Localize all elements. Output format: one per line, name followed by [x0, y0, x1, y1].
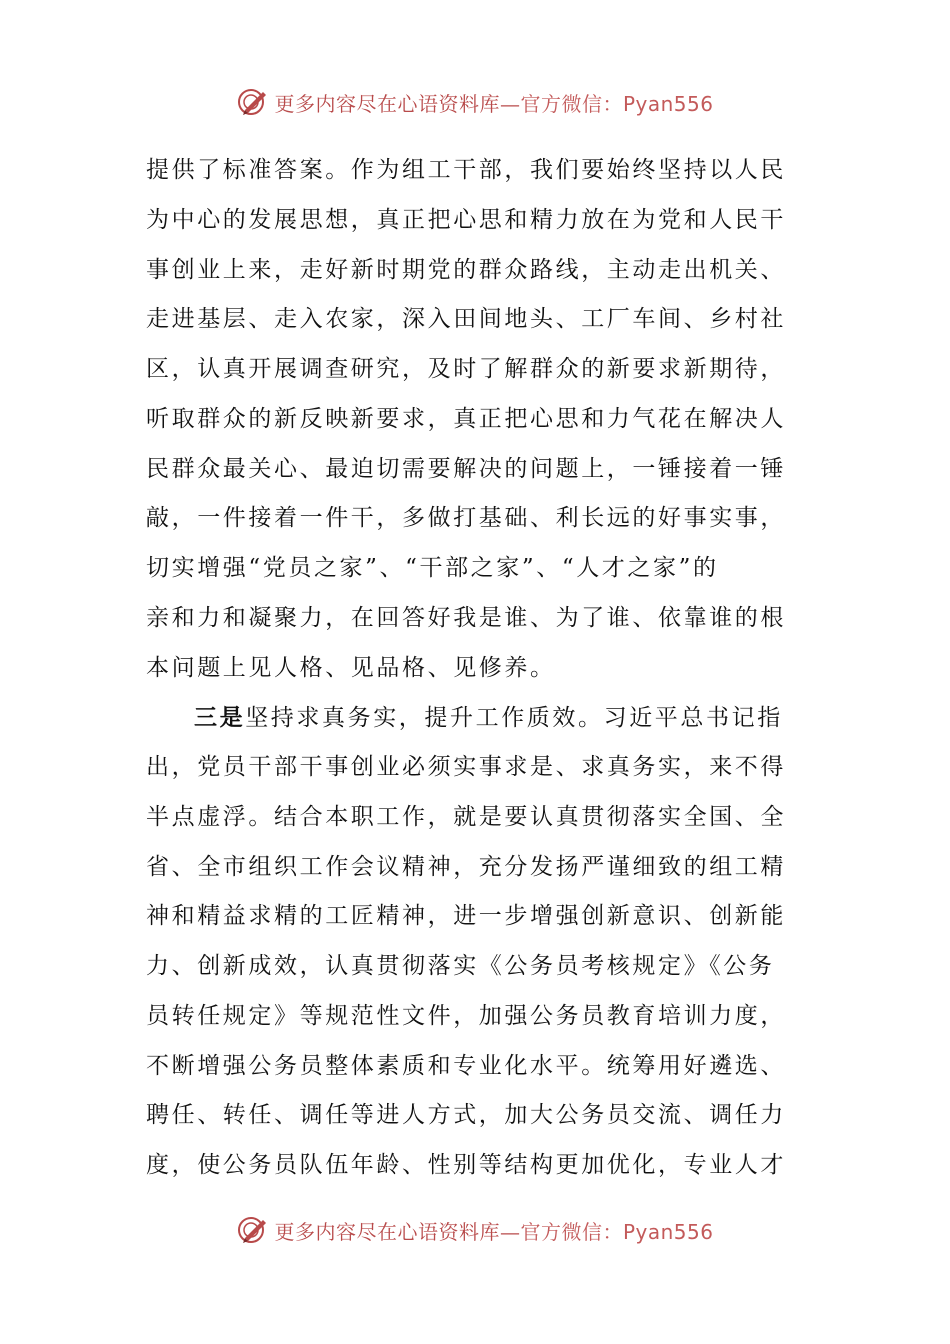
paragraph-lead: 三是 — [194, 704, 246, 732]
text-line: 为中心的发展思想，真正把心思和精力放在为党和人民干 — [146, 206, 786, 233]
text-line: 民群众最关心、最迫切需要解决的问题上，一锤接着一锤 — [146, 455, 786, 482]
paragraph-2 — [146, 693, 786, 1191]
text-line: 听取群众的新反映新要求，真正把心思和力气花在解决人 — [146, 405, 786, 432]
text-line: 省、全市组织工作会议精神，充分发扬严谨细致的组工精 — [146, 853, 786, 880]
text-line: 出，党员干部干事创业必须实事求是、求真务实，来不得 — [146, 754, 786, 780]
header-banner — [0, 82, 950, 122]
text-line: 员转任规定》等规范性文件，加强公务员教育培训力度， — [146, 1002, 786, 1029]
text-line: 神和精益求精的工匠精神，进一步增强创新意识、创新能 — [146, 903, 786, 930]
pen-logo-icon — [236, 85, 270, 119]
text-line-first — [146, 693, 786, 743]
text-line: 度，使公务员队伍年龄、性别等结构更加优化，专业人才 — [146, 1152, 786, 1178]
text-line: 走进基层、走入农家，深入田间地头、工厂车间、乡村社 — [146, 306, 786, 333]
document-body — [146, 146, 786, 1191]
text-line: 事创业上来，走好新时期党的群众路线，主动走出机关、 — [146, 256, 786, 283]
text-line: 本问题上见人格、见品格、见修养。 — [146, 654, 556, 681]
pen-logo-icon — [236, 1213, 270, 1247]
text-line-rest: 坚持求真务实，提升工作质效。习近平总书记指 — [245, 705, 783, 732]
footer-banner — [0, 1210, 950, 1250]
banner-text: 更多内容尽在心语资料库—官方微信：Pyan556 — [274, 91, 714, 116]
text-line: 敲，一件接着一件干，多做打基础、利长远的好事实事， — [146, 505, 786, 532]
text-line: 不断增强公务员整体素质和专业化水平。统筹用好遴选、 — [146, 1052, 786, 1079]
text-line: 力、创新成效，认真贯彻落实《公务员考核规定》《公务 — [146, 953, 775, 979]
text-line: 亲和力和凝聚力，在回答好我是谁、为了谁、依靠谁的根 — [146, 604, 786, 631]
paragraph-1 — [146, 146, 786, 693]
text-line: 区，认真开展调查研究，及时了解群众的新要求新期待， — [146, 356, 786, 382]
text-line: 半点虚浮。结合本职工作，就是要认真贯彻落实全国、全 — [146, 803, 786, 830]
text-line: 提供了标准答案。作为组工干部，我们要始终坚持以人民 — [146, 157, 786, 183]
text-line: 聘任、转任、调任等进人方式，加大公务员交流、调任力 — [146, 1102, 786, 1129]
banner-text: 更多内容尽在心语资料库—官方微信：Pyan556 — [274, 1219, 714, 1244]
text-line: 切实增强“党员之家”、“干部之家”、“人才之家”的 — [146, 555, 719, 581]
